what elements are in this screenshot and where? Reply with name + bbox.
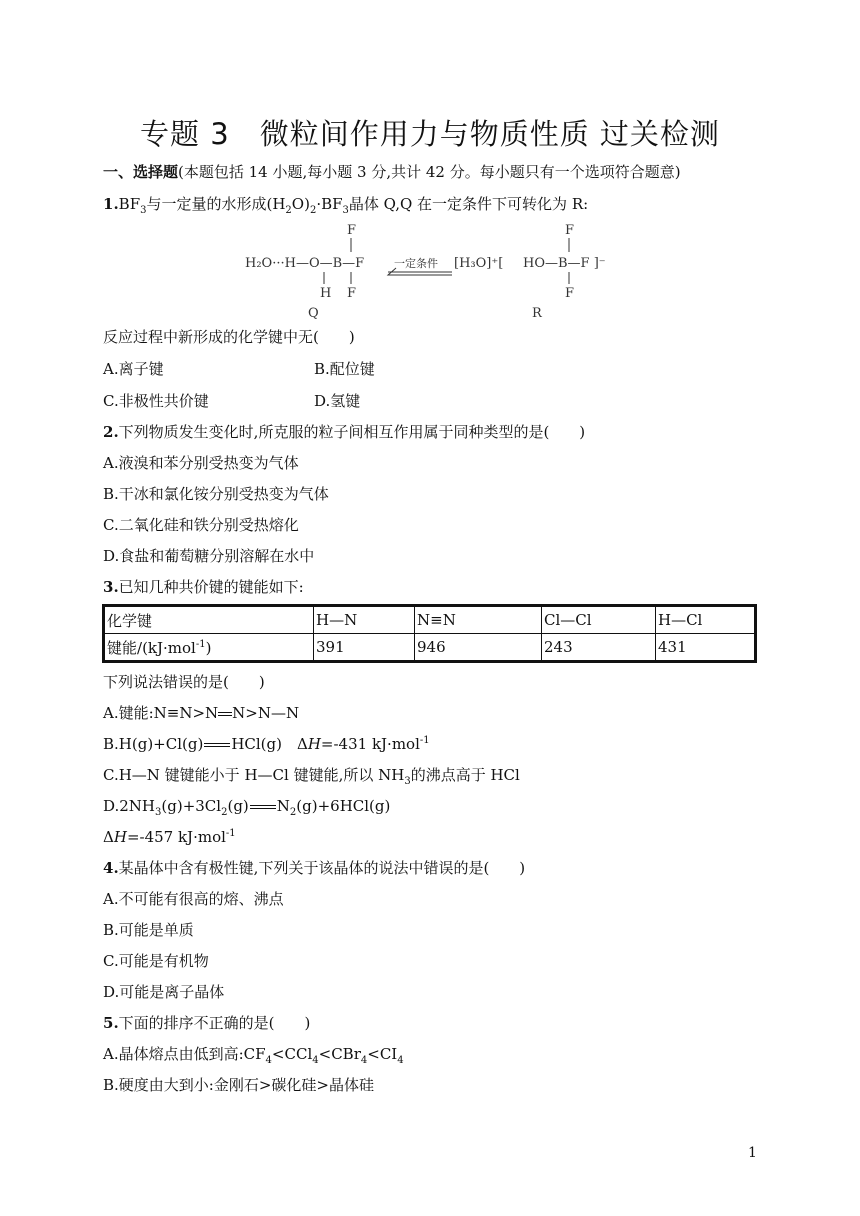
q3-d-sub: 3 — [155, 807, 162, 818]
q4-option-a: A.不可能有很高的熔、沸点 — [103, 890, 284, 908]
question-number: 2 — [103, 423, 114, 441]
q4-option-c: C.可能是有机物 — [103, 952, 209, 970]
q3-d2-h: H — [113, 828, 127, 846]
q5-sub: 4 — [360, 1055, 368, 1066]
question-number: 1 — [103, 195, 114, 213]
q1-text-b: 与一定量的水形成(H — [146, 195, 286, 213]
f-top-q: F — [347, 223, 357, 238]
q1-sub: 3 — [342, 205, 349, 216]
q3-a-text: A.键能:N≡N>N — [103, 704, 219, 722]
section-label: 一、选择题 — [103, 163, 179, 181]
q3-d2-sup: -1 — [225, 828, 236, 839]
r-cation: [H₃O]⁺[ — [454, 256, 504, 271]
q3-d-text-3: (g) — [227, 797, 249, 815]
f-bottom-q: F — [347, 286, 357, 301]
q3-d-text-5: (g)+6HCl(g) — [296, 797, 391, 815]
question-number: 3 — [103, 578, 114, 596]
label-q: Q — [308, 306, 319, 321]
q5-a-text-3: <CBr — [318, 1045, 361, 1063]
table-cell: H—Cl — [656, 606, 756, 634]
q2-text: 下列物质发生变化时,所克服的粒子间相互作用属于同种类型的是( ) — [118, 423, 586, 441]
table-cell: 946 — [415, 634, 542, 662]
q5-a-text-2: <CCl — [271, 1045, 313, 1063]
question-2-stem: 2.下列物质发生变化时,所克服的粒子间相互作用属于同种类型的是( ) — [103, 423, 586, 441]
bond-energy-table — [102, 604, 757, 663]
table-cell — [104, 634, 314, 662]
f-bottom-r: F — [565, 286, 575, 301]
table-cell: N≡N — [415, 606, 542, 634]
q3-d-sub: 2 — [221, 807, 228, 818]
table-row — [104, 606, 756, 634]
q5-sub: 4 — [397, 1055, 404, 1066]
arrow-label: 一定条件 — [394, 257, 438, 270]
row-unit-sup: -1 — [195, 638, 206, 650]
q3-b-text: B.H(g)+Cl(g) — [103, 735, 204, 753]
q2-option-b: B.干冰和氯化铵分别受热变为气体 — [103, 485, 329, 503]
q1-sub: 2 — [285, 205, 292, 216]
question-5-stem: 5.下面的排序不正确的是( ) — [103, 1014, 311, 1032]
section-heading — [103, 162, 681, 182]
row-unit: /(kJ·mol — [137, 638, 196, 657]
page-title: 专题 3 微粒间作用力与物质性质 过关检测 — [140, 117, 720, 151]
q1-text-c: O) — [291, 195, 310, 213]
table-row — [104, 634, 756, 662]
q3-d-text: D.2NH — [103, 797, 156, 815]
table-cell: H—N — [314, 606, 415, 634]
q3-d2-text: =-457 kJ·mol — [126, 828, 226, 846]
table-cell: 431 — [656, 634, 756, 662]
q2-option-d: D.食盐和葡萄糖分别溶解在水中 — [103, 547, 315, 565]
h-bottom: H — [320, 286, 332, 301]
q4-option-b: B.可能是单质 — [103, 921, 194, 939]
q2-option-a: A.液溴和苯分别受热变为气体 — [103, 454, 299, 472]
q3-d-text-2: (g)+3Cl — [161, 797, 222, 815]
q5-sub: 4 — [265, 1055, 272, 1066]
q3-option-d-enthalpy — [103, 827, 236, 847]
equals-sign-icon — [204, 743, 230, 747]
q5-a-text: A.晶体熔点由低到高:CF — [103, 1045, 266, 1063]
question-3-prompt: 下列说法错误的是( ) — [103, 673, 265, 691]
q3-b-h: H — [307, 735, 321, 753]
question-4-stem: 4.某晶体中含有极性键,下列关于该晶体的说法中错误的是( ) — [103, 859, 526, 877]
page-number: 1 — [748, 1145, 757, 1161]
table-cell: Cl—Cl — [542, 606, 656, 634]
q5-option-a — [103, 1044, 404, 1064]
q1-sub: 3 — [140, 205, 147, 216]
q3-c-sub: 3 — [404, 776, 411, 787]
reaction-figure — [240, 222, 640, 322]
q5-option-b: B.硬度由大到小:金刚石>碳化硅>晶体硅 — [103, 1076, 374, 1094]
row-label: 键能 — [107, 638, 138, 657]
q5-a-text-4: <CI — [367, 1045, 398, 1063]
q3-b-text-3: =-431 kJ·mol — [320, 735, 420, 753]
question-number: 4 — [103, 859, 114, 877]
q1-option-b: B.配位键 — [314, 360, 375, 378]
q4-text: 某晶体中含有极性键,下列关于该晶体的说法中错误的是( ) — [118, 859, 526, 877]
f-top-r: F — [565, 223, 575, 238]
table-cell: 243 — [542, 634, 656, 662]
q3-d-sub: 2 — [289, 807, 297, 818]
q-formula: H₂O···H—O—B—F — [245, 256, 365, 271]
q2-option-c: C.二氧化硅和铁分别受热熔化 — [103, 516, 299, 534]
q3-c-text-2: 的沸点高于 HCl — [410, 766, 520, 784]
q1-text-a: BF — [118, 195, 141, 213]
label-r: R — [532, 306, 542, 321]
question-1-stem: $1.BF_3$与一定量的水形成$(H_2O)_2\cdot BF_3$晶体 Q,Q 在一定条件下可转化为 R: — [103, 195, 589, 216]
q3-option-a — [103, 703, 299, 723]
q3-option-b — [103, 734, 430, 754]
q3-b-sup: -1 — [419, 735, 430, 746]
q1-option-row — [103, 359, 375, 379]
q1-text-e: 晶体 Q,Q 在一定条件下可转化为 R: — [348, 195, 589, 213]
q4-option-d: D.可能是离子晶体 — [103, 983, 225, 1001]
q3-option-c — [103, 765, 520, 785]
table-cell: 化学键 — [104, 606, 314, 634]
table-cell: 391 — [314, 634, 415, 662]
question-1-prompt: 反应过程中新形成的化学键中无( ) — [103, 328, 355, 346]
q3-b-text-2: HCl(g) Δ — [231, 735, 308, 753]
q3-d-text-4: N — [276, 797, 290, 815]
q1-option-row — [103, 391, 361, 411]
q1-option-a: A.离子键 — [103, 360, 164, 378]
row-unit-close: ) — [205, 638, 212, 657]
r-anion: HO—B—F ]⁻ — [523, 256, 606, 271]
q5-sub: 4 — [312, 1055, 319, 1066]
q3-d2-delta: Δ — [103, 828, 114, 846]
question-number: 5 — [103, 1014, 114, 1032]
equals-sign-icon — [250, 805, 276, 809]
q1-text-d: ·BF — [316, 195, 343, 213]
q3-c-text: C.H—N 键键能小于 H—Cl 键键能,所以 NH — [103, 766, 405, 784]
q1-sub: 2 — [309, 205, 317, 216]
q3-a-text-2: N>N—N — [232, 704, 300, 722]
q3-text: 已知几种共价键的键能如下: — [118, 578, 304, 596]
q1-option-c: C.非极性共价键 — [103, 392, 209, 410]
q3-option-d — [103, 796, 390, 816]
q5-text: 下面的排序不正确的是( ) — [118, 1014, 311, 1032]
q1-option-d: D.氢键 — [314, 392, 361, 410]
question-3-stem: 3.已知几种共价键的键能如下: — [103, 578, 304, 596]
double-bond-icon — [218, 712, 232, 716]
section-note: (本题包括 14 小题,每小题 3 分,共计 42 分。每小题只有一个选项符合题意) — [178, 163, 681, 181]
